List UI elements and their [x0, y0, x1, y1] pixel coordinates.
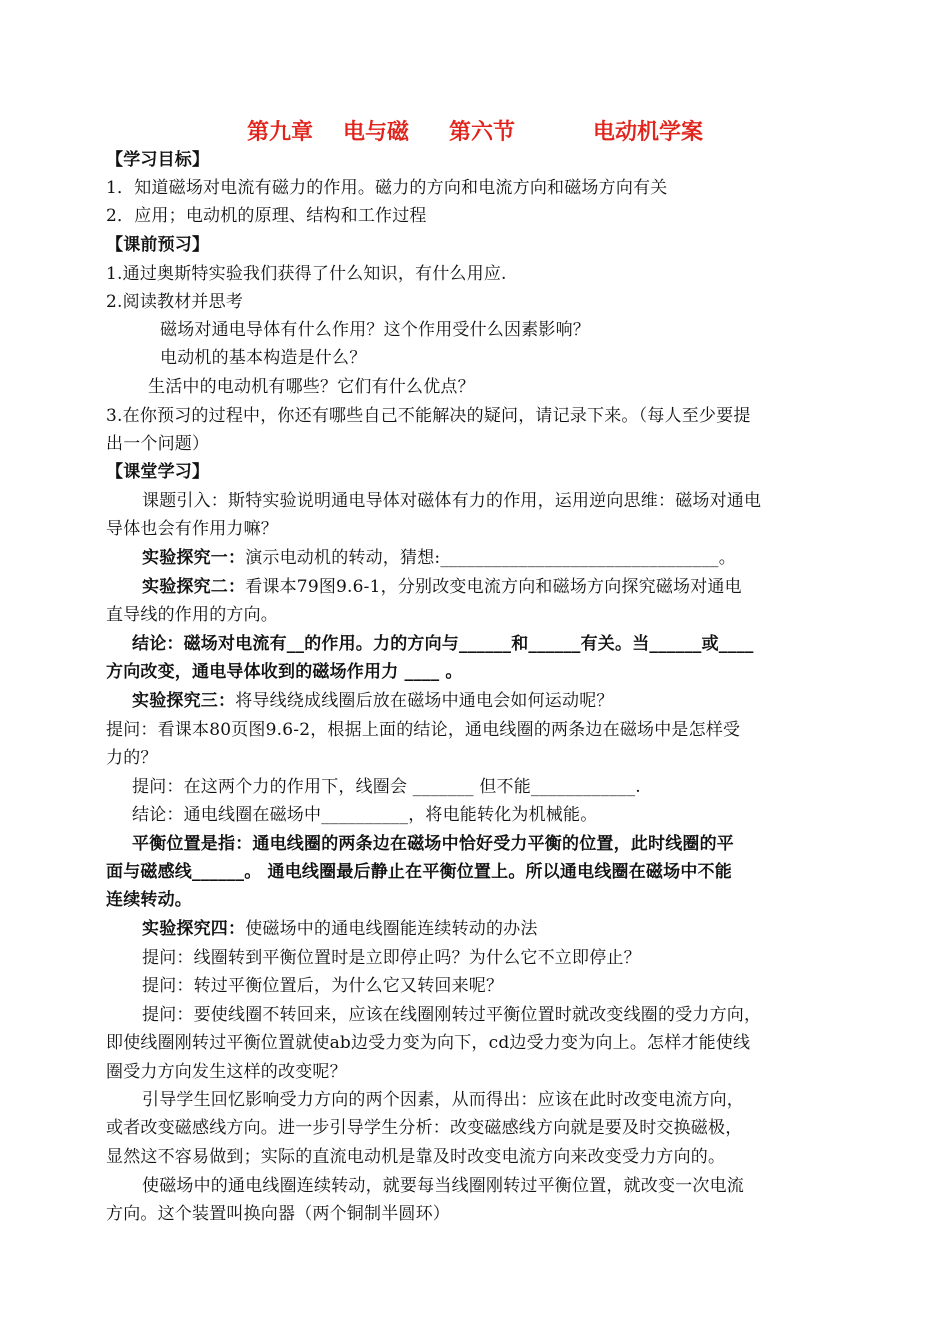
- preview-2: 2.阅读教材并思考: [106, 292, 244, 312]
- intro-line1: 课题引入：斯特实验说明通电导体对磁体有力的作用，运用逆向思维：磁场对通电: [142, 491, 762, 511]
- commutator-line1: 使磁场中的通电线圈连续转动，就要每当线圈刚转过平衡位置，就改变一次电流: [142, 1176, 744, 1196]
- preview-3-line1: 3.在你预习的过程中，你还有哪些自己不能解决的疑问，请记录下来。（每人至少要提: [106, 406, 751, 426]
- title-subject: 电动机学案: [593, 120, 704, 145]
- question-4: 提问：转过平衡位置后，为什么它又转回来呢？: [142, 976, 504, 996]
- objective-2: 2．应用；电动机的原理、结构和工作过程: [106, 206, 427, 226]
- experiment-3: [132, 691, 614, 711]
- question-1-line2: 力的？: [106, 748, 158, 768]
- title-section: 第六节: [449, 120, 516, 145]
- experiment-2: [142, 577, 742, 597]
- title-topic: 电与磁: [342, 120, 409, 145]
- experiment-2-cont: 直导线的作用的方向。: [106, 605, 278, 625]
- guide-line3: 显然这不容易做到；实际的直流电动机是靠及时改变电流方向来改变受力方向的。: [106, 1147, 726, 1167]
- objective-1: 1．知道磁场对电流有磁力的作用。磁力的方向和电流方向和磁场方向有关: [106, 178, 668, 198]
- guide-line2: 或者改变磁感线方向。进一步引导学生分析：改变磁感线方向就是要及时交换磁极，: [106, 1118, 743, 1138]
- equilibrium-line2: 面与磁感线______。 通电线圈最后静止在平衡位置上。所以通电线圈在磁场中不能: [106, 862, 732, 882]
- experiment-1: [142, 548, 736, 568]
- experiment-1-label: 实验探究一：: [142, 548, 246, 568]
- experiment-1-text: 演示电动机的转动，猜想:________________________________。: [245, 548, 736, 568]
- experiment-4: [142, 919, 538, 939]
- commutator-line2: 方向。这个装置叫换向器（两个铜制半圆环）: [106, 1204, 450, 1224]
- intro-line2: 导体也会有作用力嘛？: [106, 519, 278, 539]
- conclusion-1-line1: 结论：磁场对电流有__的作用。力的方向与______和______有关。当______或____: [132, 634, 754, 654]
- preview-question-2: 电动机的基本构造是什么？: [160, 348, 367, 368]
- equilibrium-line3: 连续转动。: [106, 890, 192, 910]
- equilibrium-line1: 平衡位置是指：通电线圈的两条边在磁场中恰好受力平衡的位置，此时线圈的平: [132, 834, 734, 854]
- experiment-2-text: 看课本79图9.6-1，分别改变电流方向和磁场方向探究磁场对通电: [245, 577, 742, 597]
- experiment-4-text: 使磁场中的通电线圈能连续转动的办法: [245, 919, 538, 939]
- conclusion-1-line2: 方向改变，通电导体收到的磁场作用力 ____ 。: [106, 662, 463, 682]
- guide-line1: 引导学生回忆影响受力方向的两个因素，从而得出：应该在此时改变电流方向，: [142, 1090, 744, 1110]
- title-chapter: 第九章: [246, 120, 313, 145]
- preview-1: 1.通过奥斯特实验我们获得了什么知识，有什么用应.: [106, 264, 507, 284]
- question-5-line3: 圈受力方向发生这样的改变呢？: [106, 1062, 347, 1082]
- conclusion-2: 结论：通电线圈在磁场中__________，将电能转化为机械能。: [132, 805, 598, 825]
- preview-question-3: 生活中的电动机有哪些？它们有什么优点？: [148, 377, 475, 397]
- question-3: 提问：线圈转到平衡位置时是立即停止吗？为什么它不立即停止？: [142, 948, 641, 968]
- experiment-3-text: 将导线绕成线圈后放在磁场中通电会如何运动呢？: [235, 691, 614, 711]
- experiment-3-label: 实验探究三：: [132, 691, 236, 711]
- question-2: 提问：在这两个力的作用下，线圈会 _______ 但不能____________.: [132, 777, 641, 797]
- question-1-line1: 提问：看课本80页图9.6-2，根据上面的结论，通电线圈的两条边在磁场中是怎样受: [106, 720, 741, 740]
- preview-3-line2: 出一个问题）: [106, 434, 210, 454]
- question-5-line2: 即使线圈刚转过平衡位置就使ab边受力变为向下，cd边受力变为向上。怎样才能使线: [106, 1033, 751, 1053]
- heading-classroom: 【课堂学习】: [106, 462, 210, 482]
- heading-preview: 【课前预习】: [106, 235, 210, 255]
- heading-objectives: 【学习目标】: [106, 150, 210, 170]
- page-title: [0, 120, 950, 146]
- experiment-4-label: 实验探究四：: [142, 919, 246, 939]
- experiment-2-label: 实验探究二：: [142, 577, 246, 597]
- preview-question-1: 磁场对通电导体有什么作用？这个作用受什么因素影响？: [160, 320, 590, 340]
- question-5-line1: 提问：要使线圈不转回来，应该在线圈刚转过平衡位置时就改变线圈的受力方向，: [142, 1005, 762, 1025]
